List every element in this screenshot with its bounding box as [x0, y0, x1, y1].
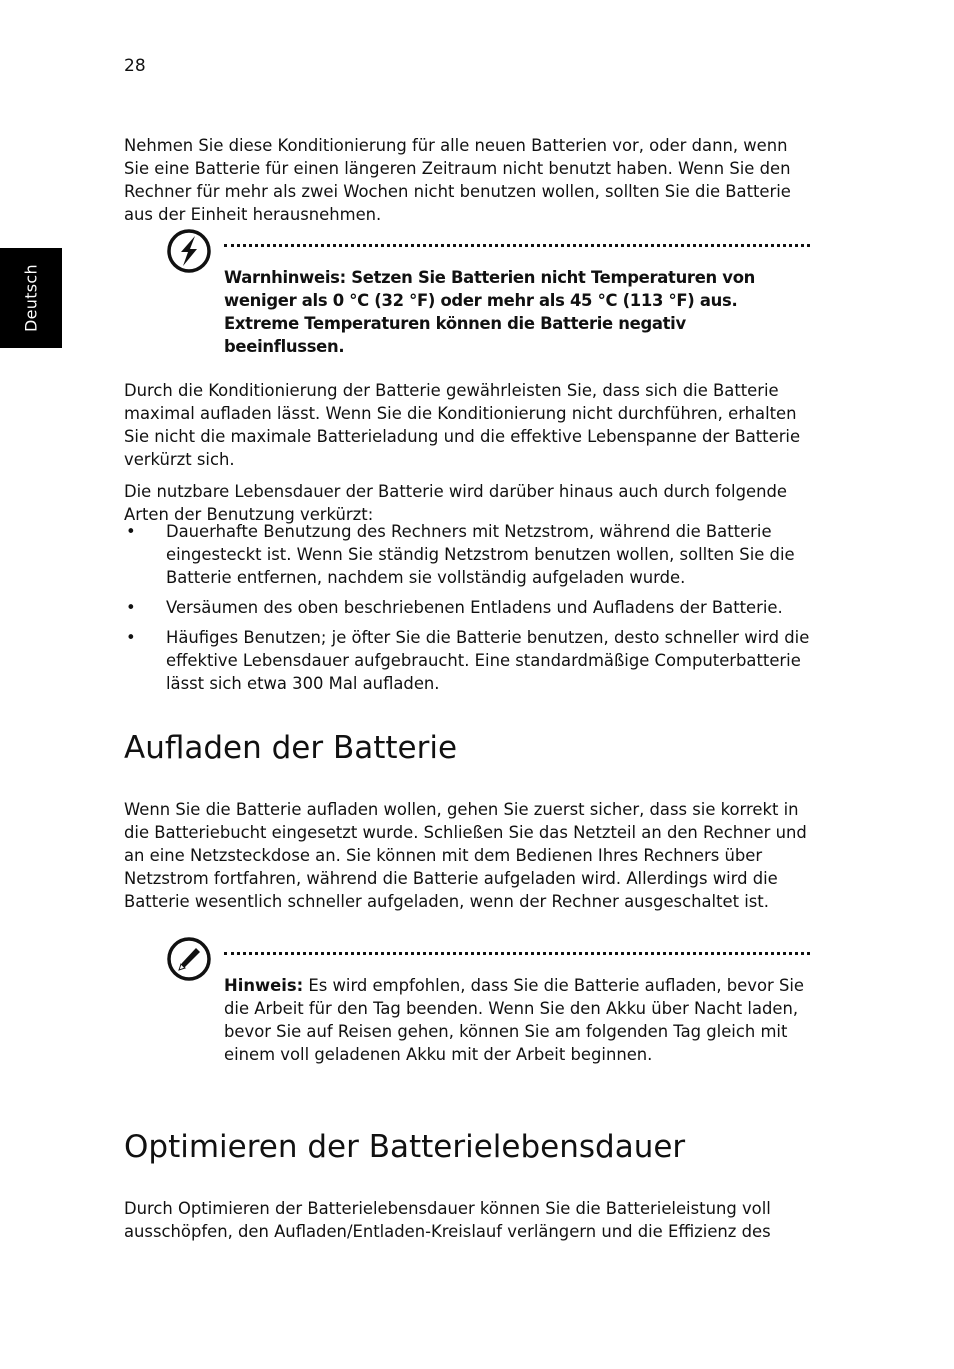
- usage-bullet-list: [124, 520, 814, 702]
- note-text: [224, 974, 810, 1066]
- side-tab-label: Deutsch: [21, 264, 41, 332]
- warning-icon: [166, 228, 212, 274]
- page-number: 28: [124, 56, 146, 76]
- optimize-heading: Optimieren der Batterielebensdauer: [124, 1129, 686, 1165]
- lifespan-paragraph: Die nutzbare Lebensdauer der Batterie wird darüber hinaus auch durch folgende Arten der Benutzung verkürzt:: [124, 482, 787, 525]
- charging-heading: Aufladen der Batterie: [124, 730, 458, 766]
- note-icon: [166, 936, 212, 982]
- list-item: • Versäumen des oben beschriebenen Entladens und Aufladens der Batterie.: [124, 596, 814, 619]
- conditioning-paragraph: Durch die Konditionierung der Batterie gewährleisten Sie, dass sich die Batterie maximal aufladen lässt. Wenn Sie die Konditionierung nicht durchführen, erhalten Sie nicht die maximale Batterieladung und die effektive Lebenspanne der Batterie verkürzt sich.: [124, 381, 801, 470]
- note-label: Hinweis:: [224, 976, 304, 995]
- list-item: • Dauerhafte Benutzung des Rechners mit Netzstrom, während die Batterie eingesteckt ist. Wenn Sie ständig Netzstrom benutzen wollen, sollten Sie die Batterie entfernen, nachdem sie vollständig aufgeladen wurde.: [124, 520, 814, 589]
- note-divider: [224, 952, 810, 955]
- note-body: Es wird empfohlen, dass Sie die Batterie aufladen, bevor Sie die Arbeit für den Tag beenden. Wenn Sie den Akku über Nacht laden, bevor Sie auf Reisen gehen, können Sie am folgenden Tag gleich mit einem voll geladenen Akku mit der Arbeit beginnen.: [224, 976, 804, 1064]
- optimize-paragraph: Durch Optimieren der Batterielebensdauer können Sie die Batterieleistung voll ausschöpfen, den Aufladen/Entladen-Kreislauf verlängern und die Effizienz des: [124, 1199, 771, 1242]
- intro-paragraph: Nehmen Sie diese Konditionierung für alle neuen Batterien vor, oder dann, wenn Sie eine Batterie für einen längeren Zeitraum nicht benutzt haben. Wenn Sie den Rechner für mehr als zwei Wochen nicht benutzen wollen, sollten Sie die Batterie aus der Einheit herausnehmen.: [124, 136, 791, 225]
- warning-text: Warnhinweis: Setzen Sie Batterien nicht Temperaturen von weniger als 0 °C (32 °F) oder mehr als 45 °C (113 °F) aus. Extreme Temperaturen können die Batterie negativ beeinflussen.: [224, 268, 756, 356]
- language-side-tab: [0, 248, 62, 348]
- warning-divider: [224, 244, 810, 247]
- charging-paragraph: Wenn Sie die Batterie aufladen wollen, gehen Sie zuerst sicher, dass sie korrekt in die Batteriebucht eingesetzt wurde. Schließen Sie das Netzteil an den Rechner und an eine Netzsteckdose an. Sie können mit dem Bedienen Ihres Rechners über Netzstrom fortfahren, während die Batterie aufgeladen wird. Allerdings wird die Batterie wesentlich schneller aufgeladen, wenn der Rechner ausgeschaltet ist.: [124, 800, 807, 912]
- list-item: • Häufiges Benutzen; je öfter Sie die Batterie benutzen, desto schneller wird die effektive Lebensdauer aufgebraucht. Eine standardmäßige Computerbatterie lässt sich etwa 300 Mal aufladen.: [124, 626, 814, 695]
